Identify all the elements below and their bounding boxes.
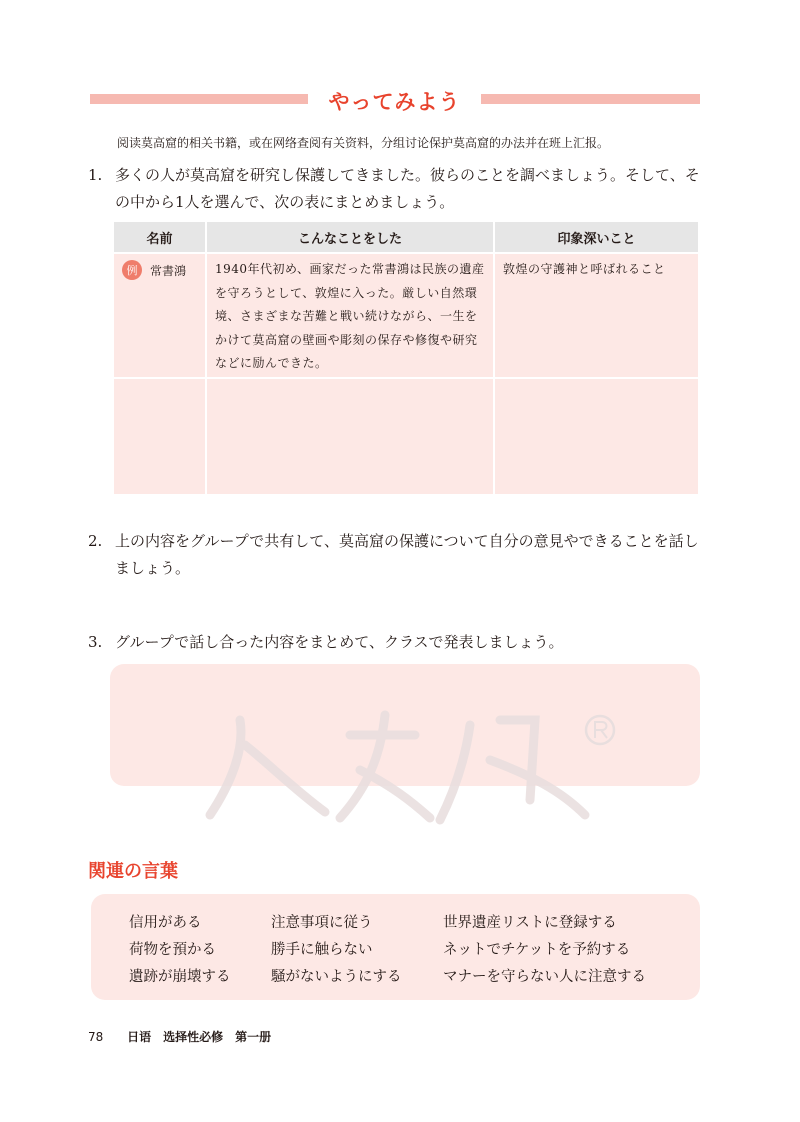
phrase: マナーを守らない人に注意する <box>443 969 646 985</box>
example-impression: 敦煌の守護神と呼ばれること <box>503 262 666 276</box>
table-row-empty <box>114 378 698 494</box>
task-text: 上の内容をグループで共有して、莫高窟の保護について自分の意見やできることを話しましょう。 <box>115 532 699 577</box>
empty-cell-impression[interactable] <box>494 378 698 494</box>
phrase: 荷物を預かる <box>129 942 216 958</box>
phrase: 遺跡が崩壊する <box>129 969 231 985</box>
task-number: 2. <box>88 532 103 550</box>
phrase: 注意事項に従う <box>271 915 373 931</box>
phrase: 騒がないようにする <box>271 969 402 985</box>
phrase: 信用がある <box>129 915 202 931</box>
page-footer <box>88 1028 271 1045</box>
section-title: やってみよう <box>328 90 461 114</box>
empty-cell-did[interactable] <box>206 378 494 494</box>
example-badge: 例 <box>122 260 142 280</box>
example-name: 常書鴻 <box>150 263 187 278</box>
column-header-name: 名前 <box>114 222 206 253</box>
column-header-did: こんなことをした <box>206 222 494 253</box>
phrase: 勝手に触らない <box>271 942 373 958</box>
example-did: 1940年代初め、画家だった常書鴻は民族の遺産を守ろうとして、敦煌に入った。厳しい自然環境、さまざまな苦難と戦い続けながら、一生をかけて莫高窟の壁画や彫刻の保存や修復や研究などに励んできた。 <box>215 262 485 370</box>
related-words-box <box>91 894 700 1000</box>
cell-name <box>114 253 206 378</box>
book-title: 日语 选择性必修 第一册 <box>127 1030 272 1044</box>
table-row-example <box>114 253 698 378</box>
task-item-2 <box>88 528 708 584</box>
phrase: ネットでチケットを予約する <box>443 942 631 958</box>
cell-impression <box>494 253 698 378</box>
task-number: 1. <box>88 166 103 184</box>
presentation-box[interactable] <box>110 664 700 786</box>
intro-text: 阅读莫高窟的相关书籍，或在网络查阅有关资料，分组讨论保护莫高窟的办法并在班上汇报。 <box>117 136 610 150</box>
research-table <box>114 222 698 494</box>
task-number: 3. <box>88 633 103 651</box>
page-number: 78 <box>88 1030 104 1044</box>
related-words-title: 関連の言葉 <box>88 861 178 882</box>
task-text: グループで話し合った内容をまとめて、クラスで発表しましょう。 <box>115 633 564 651</box>
task-text: 多くの人が莫高窟を研究し保護してきました。彼らのことを調べましょう。そして、その中から1人を選んで、次の表にまとめましょう。 <box>115 166 700 211</box>
phrase: 世界遺産リストに登録する <box>443 915 617 931</box>
task-item-1 <box>88 162 708 218</box>
header-bar-right <box>481 94 700 104</box>
header-bar-left <box>90 94 308 104</box>
column-header-impression: 印象深いこと <box>494 222 698 253</box>
task-item-3 <box>88 629 708 657</box>
empty-cell-name[interactable] <box>114 378 206 494</box>
cell-did <box>206 253 494 378</box>
